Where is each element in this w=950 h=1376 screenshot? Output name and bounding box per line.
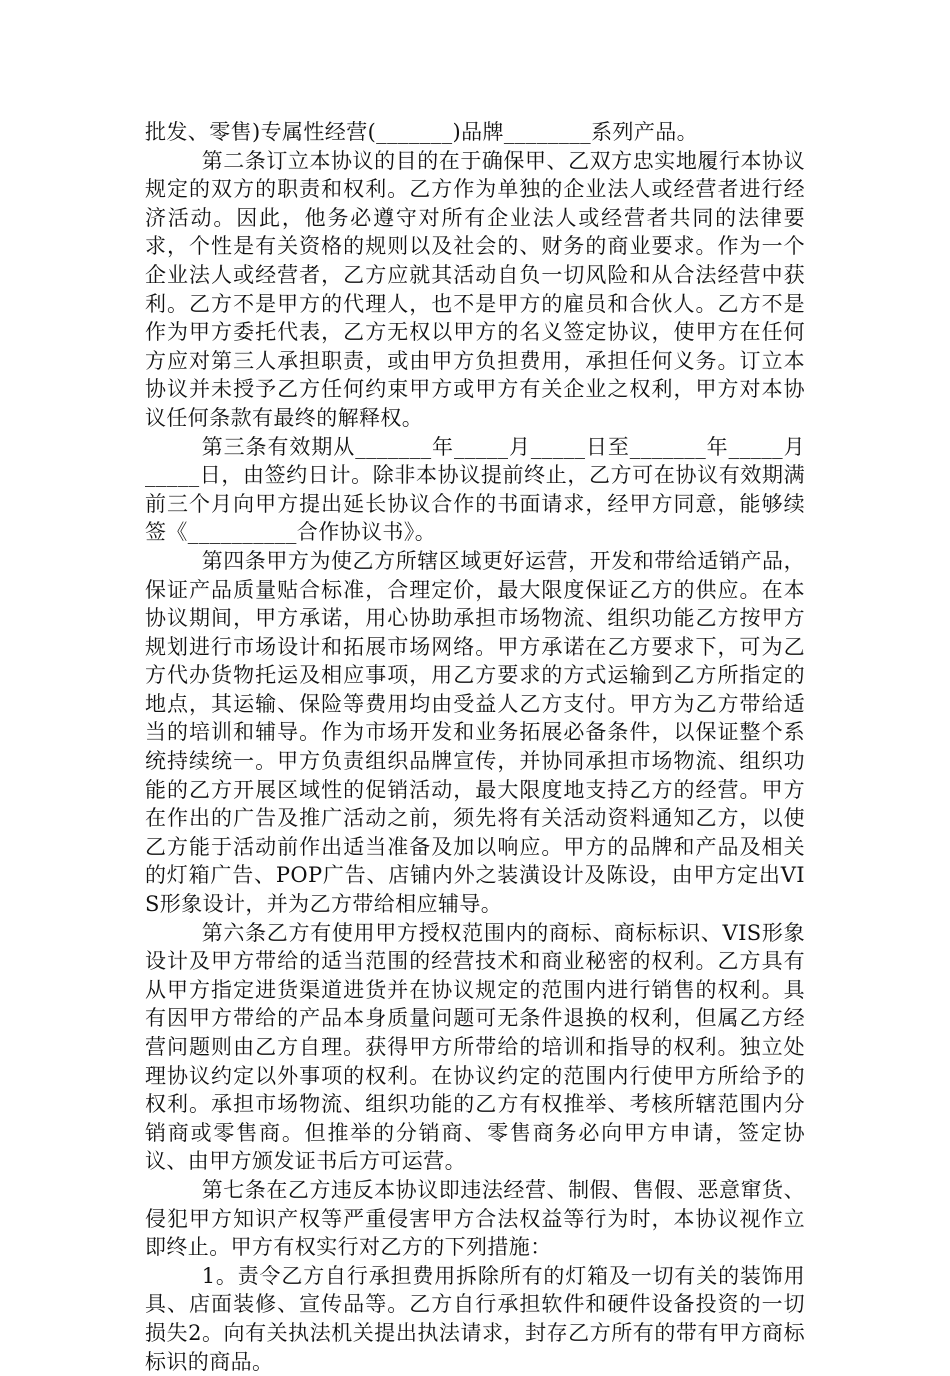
paragraph-article-3: 第三条有效期从_______年_____月_____日至_______年_____月_____日，由签约日计。除非本协议提前终止，乙方可在协议有效期满前三个月向甲方提出延长协议合作的书面请求，经甲方同意，能够续签《__________合作协议书》。 [145,434,805,545]
paragraph-article-2: 第二条订立本协议的目的在于确保甲、乙双方忠实地履行本协议规定的双方的职责和权利。乙方作为单独的企业法人或经营者进行经济活动。因此，他务必遵守对所有企业法人或经营者共同的法律要求，个性是有关资格的规则以及社会的、财务的商业要求。作为一个企业法人或经营者，乙方应就其活动自负一切风险和从合法经营中获利。乙方不是甲方的代理人，也不是甲方的雇员和合伙人。乙方不是作为甲方委托代表，乙方无权以甲方的名义签定协议，使甲方在任何方应对第三人承担职责，或由甲方负担费用，承担任何义务。订立本协议并未授予乙方任何约束甲方或甲方有关企业之权利，甲方对本协议任何条款有最终的解释权。 [145,148,805,430]
paragraph-article-4: 第四条甲方为使乙方所辖区域更好运营，开发和带给适销产品，保证产品质量贴合标准，合理定价，最大限度保证乙方的供应。在本协议期间，甲方承诺，用心协助承担市场物流、组织功能乙方按甲方规划进行市场设计和拓展市场网络。甲方承诺在乙方要求下，可为乙方代办货物托运及相应事项，用乙方要求的方式运输到乙方所指定的地点，其运输、保险等费用均由受益人乙方支付。甲方为乙方带给适当的培训和辅导。作为市场开发和业务拓展必备条件，以保证整个系统持续统一。甲方负责组织品牌宣传，并协同承担市场物流、组织功能的乙方开展区域性的促销活动，最大限度地支持乙方的经营。甲方在作出的广告及推广活动之前，须先将有关活动资料通知乙方，以使乙方能于活动前作出适当准备及加以响应。甲方的品牌和产品及相关的灯箱广告、POP广告、店铺内外之装潢设计及陈设，由甲方定出VIS形象设计，并为乙方带给相应辅导。 [145,548,805,917]
paragraph-1: 批发、零售)专属性经营(_______)品牌________系列产品。 [145,120,699,144]
paragraph-article-6: 第六条乙方有使用甲方授权范围内的商标、商标标识、VIS形象设计及甲方带给的适当范围的经营技术和商业秘密的权利。乙方具有从甲方指定进货渠道进货并在协议规定的范围内进行销售的权利。具有因甲方带给的产品本身质量问题可无条件退换的权利，但属乙方经营问题则由乙方自理。获得甲方所带给的培训和指导的权利。独立处理协议约定以外事项的权利。在协议约定的范围内行使甲方所给予的权利。承担市场物流、组织功能的乙方有权推举、考核所辖范围内分销商或零售商。但推举的分销商、零售商务必向甲方申请，签定协议、由甲方颁发证书后方可运营。 [145,920,805,1174]
document-page [145,118,805,1376]
paragraph-article-7: 第七条在乙方违反本协议即违法经营、制假、售假、恶意窜货、侵犯甲方知识产权等严重侵害甲方合法权益等行为时，本协议视作立即终止。甲方有权实行对乙方的下列措施： [145,1177,805,1260]
paragraph-measures: 1。责令乙方自行承担费用拆除所有的灯箱及一切有关的装饰用具、店面装修、宣传品等。乙方自行承担软件和硬件设备投资的一切损失2。向有关执法机关提出执法请求，封存乙方所有的带有甲方商标标识的商品。 [145,1263,805,1374]
